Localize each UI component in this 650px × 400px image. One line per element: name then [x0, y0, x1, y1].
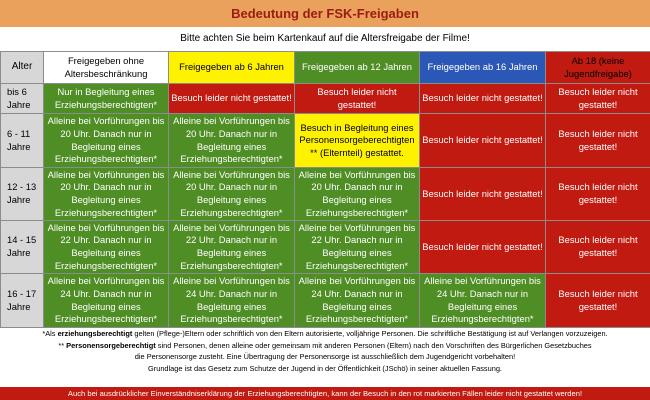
rule-cell: Besuch leider nicht gestattet! — [546, 221, 650, 274]
header-row — [1, 52, 650, 84]
age-label: 14 - 15 Jahre — [1, 221, 44, 274]
header-age: Alter — [1, 52, 44, 84]
subtitle: Bitte achten Sie beim Kartenkauf auf die Altersfreigabe der Filme! — [0, 27, 650, 51]
age-label: 12 - 13 Jahre — [1, 168, 44, 221]
rule-cell: Alleine bei Vorführungen bis 22 Uhr. Danach nur in Begleitung eines Erziehungsberechtigten* — [44, 221, 169, 274]
rule-cell: Alleine bei Vorführungen bis 24 Uhr. Danach nur in Begleitung eines Erziehungsberechtigten* — [420, 274, 546, 328]
rule-cell: Alleine bei Vorführungen bis 24 Uhr. Danach nur in Begleitung eines Erziehungsberechtigten* — [44, 274, 169, 328]
header-rating-6: Freigegeben ab 6 Jahren — [169, 52, 295, 84]
footnote-personensorgeberechtigt — [0, 340, 650, 352]
rule-cell: Alleine bei Vorführungen bis 22 Uhr. Danach nur in Begleitung eines Erziehungsberechtigten* — [169, 221, 295, 274]
rule-cell: Besuch leider nicht gestattet! — [420, 168, 546, 221]
rule-cell: Besuch leider nicht gestattet! — [546, 84, 650, 114]
rule-cell: Alleine bei Vorführungen bis 20 Uhr. Danach nur in Begleitung eines Erziehungsberechtigten* — [169, 114, 295, 168]
rule-cell: Besuch leider nicht gestattet! — [546, 114, 650, 168]
footnote-text: gelten (Pflege-)Eltern oder schriftlich von den Eltern autorisierte, volljährige Personen. Die schriftliche Bestätigung ist auf Verlangen vorzuzeigen. — [132, 329, 608, 338]
rule-cell: Alleine bei Vorführungen bis 20 Uhr. Danach nur in Begleitung eines Erziehungsberechtigten* — [44, 114, 169, 168]
header-rating-16: Freigegeben ab 16 Jahren — [420, 52, 546, 84]
rule-cell: Besuch leider nicht gestattet! — [169, 84, 295, 114]
table-row — [1, 168, 650, 221]
rule-cell: Besuch leider nicht gestattet! — [295, 84, 420, 114]
warning-banner: Auch bei ausdrücklicher Einverständniserklärung der Erziehungsberechtigten, kann der Besuch in den rot markierten Fällen leider nicht gestattet werden! — [0, 387, 650, 400]
table-row — [1, 84, 650, 114]
header-rating-0: Freigegeben ohne Altersbeschränkung — [44, 52, 169, 84]
rule-cell: Nur in Begleitung eines Erziehungsberechtigten* — [44, 84, 169, 114]
rule-cell: Alleine bei Vorführungen bis 24 Uhr. Danach nur in Begleitung eines Erziehungsberechtigten* — [295, 274, 420, 328]
rule-cell: Alleine bei Vorführungen bis 20 Uhr. Danach nur in Begleitung eines Erziehungsberechtigten* — [169, 168, 295, 221]
age-label: 6 - 11 Jahre — [1, 114, 44, 168]
table-row — [1, 274, 650, 328]
footnote-marker: ** — [58, 340, 67, 350]
rule-cell: Alleine bei Vorführungen bis 20 Uhr. Danach nur in Begleitung eines Erziehungsberechtigten* — [44, 168, 169, 221]
footnote-continuation: die Personensorge zusteht. Eine Übertragung der Personensorge ist ausschließlich dem Jugendgericht vorbehalten! — [134, 352, 516, 361]
rule-cell: Alleine bei Vorführungen bis 24 Uhr. Danach nur in Begleitung eines Erziehungsberechtigten* — [169, 274, 295, 328]
rule-cell: Besuch leider nicht gestattet! — [420, 221, 546, 274]
rule-cell: Besuch leider nicht gestattet! — [420, 114, 546, 168]
header-rating-12: Freigegeben ab 12 Jahren — [295, 52, 420, 84]
footnote-text: sind Personen, denen alleine oder gemeinsam mit anderen Personen (Eltern) nach den Vorschriften des Bürgerlichen Gesetzbuches — [155, 340, 592, 350]
rule-cell: Besuch leider nicht gestattet! — [420, 84, 546, 114]
rule-cell: Besuch in Begleitung eines Personensorgeberechtigten ** (Elternteil) gestattet. — [295, 114, 420, 168]
footnote-marker: *Als — [42, 329, 58, 338]
header-rating-18: Ab 18 (keine Jugendfreigabe) — [546, 52, 650, 84]
age-label: 16 - 17 Jahre — [1, 274, 44, 328]
rule-cell: Besuch leider nicht gestattet! — [546, 168, 650, 221]
rule-cell: Alleine bei Vorführungen bis 20 Uhr. Danach nur in Begleitung eines Erziehungsberechtigten* — [295, 168, 420, 221]
age-label: bis 6 Jahre — [1, 84, 44, 114]
rule-cell: Alleine bei Vorführungen bis 22 Uhr. Danach nur in Begleitung eines Erziehungsberechtigten* — [295, 221, 420, 274]
table-row — [1, 221, 650, 274]
footnote-term: Personensorgeberechtigt — [66, 340, 156, 350]
footnote-erziehungsberechtigt — [0, 328, 650, 340]
rule-cell: Besuch leider nicht gestattet! — [546, 274, 650, 328]
footnote-term: erziehungsberechtigt — [57, 329, 133, 338]
footnotes — [0, 328, 650, 387]
fsk-table — [0, 51, 650, 328]
footnote-legal-basis: Grundlage ist das Gesetz zum Schutze der Jugend in der Öffentlichkeit (JSchö) in seiner aktuellen Fassung. — [148, 363, 502, 373]
table-row — [1, 114, 650, 168]
page-title: Bedeutung der FSK-Freigaben — [0, 0, 650, 27]
